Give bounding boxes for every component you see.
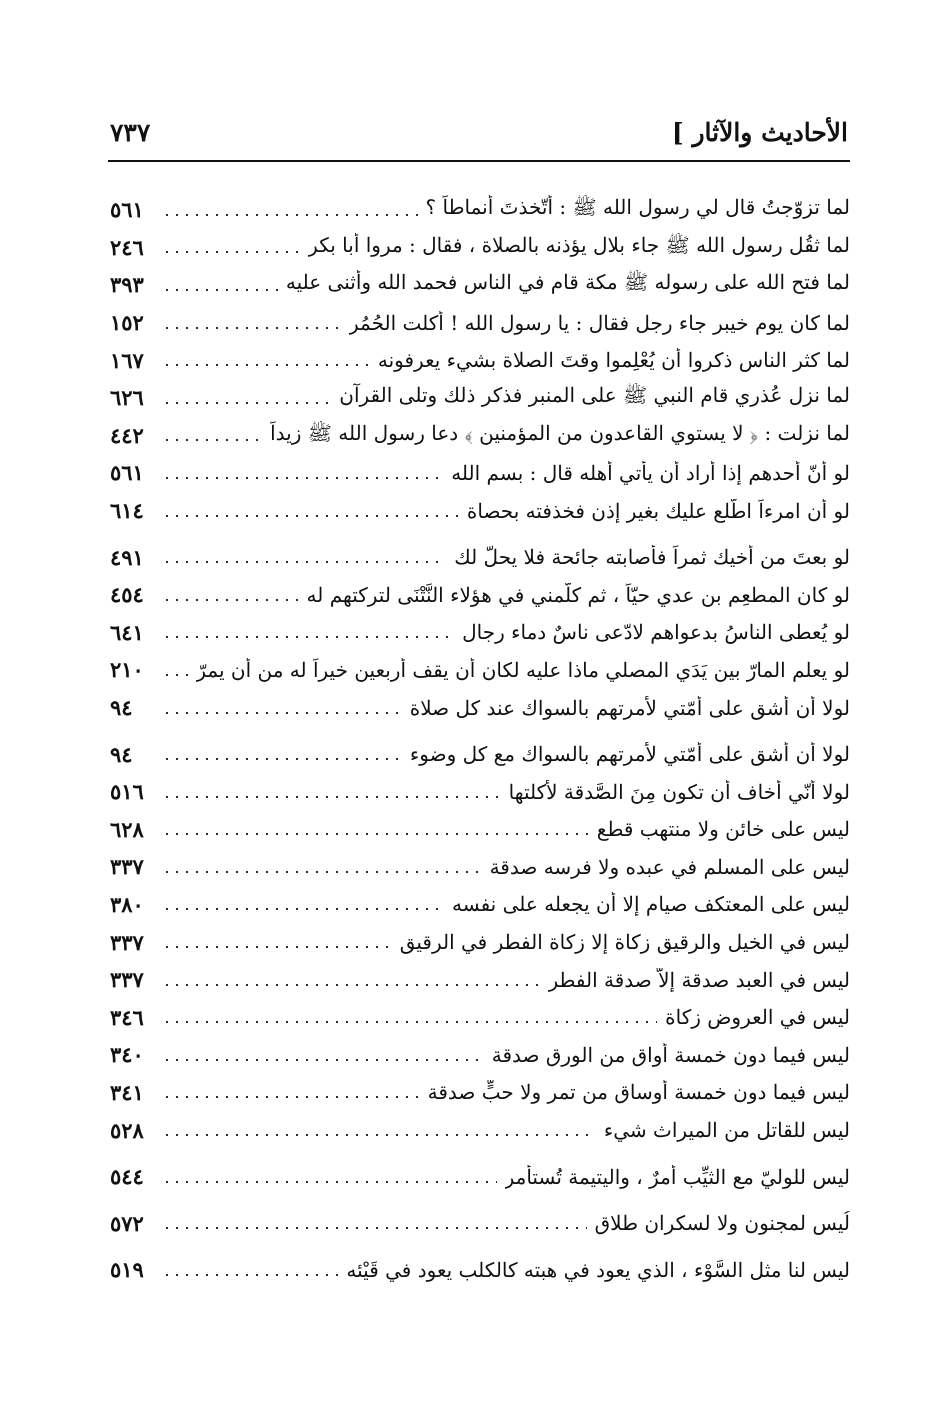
entry-text: لولا أن أشق على أمّتي لأمرتهم بالسواك عند كل صلاة: [409, 695, 850, 720]
index-entry: [110, 379, 850, 417]
index-entry: [110, 1204, 850, 1242]
entry-text: ليس لنا مثل السَّوْء ، الذي يعود في هبته كالكلب يعود في قَيْئه: [346, 1257, 850, 1282]
dot-leader: [162, 758, 402, 760]
dot-leader: [162, 561, 446, 563]
index-entry: [110, 417, 850, 455]
entry-page-number: ١٦٧: [110, 347, 144, 373]
dot-leader: [162, 1096, 420, 1098]
index-entry: [110, 538, 850, 576]
entry-page-number: ٤٩١: [110, 544, 144, 570]
dot-leader: [162, 1227, 587, 1229]
entry-page-number: ٣٨٠: [110, 891, 144, 917]
header-divider: [108, 160, 850, 162]
entry-text: لو أنّ أحدهم إذا أراد أن يأتي أهله قال : بسم الله: [451, 460, 850, 485]
entry-text: لو كان المطعِم بن عدي حيّاً ، ثم كلّمني في هؤلاء النَّتْنَى لتركتهم له: [306, 582, 850, 607]
index-entry: [110, 266, 850, 304]
entry-text: ليس في العروض زكاة: [665, 1005, 850, 1030]
entry-page-number: ٢١٠: [110, 657, 144, 683]
entry-page-number: ٥١٩: [110, 1257, 144, 1283]
dot-leader: [162, 946, 392, 948]
index-entry: [110, 1074, 850, 1112]
entry-text: لو أن امرءاً اطّلع عليك بغير إذن فخذفته بحصاة: [466, 498, 850, 523]
entry-page-number: ٥٤٤: [110, 1164, 144, 1190]
entry-text: لما تزوّجتُ قال لي رسول الله ﷺ : أتّخذتَ أنماطاً ؟: [425, 195, 850, 220]
dot-leader: [162, 908, 444, 910]
entry-text: ليس فيما دون خمسة أوساق من تمرٍ ولا حبٍّ صدقة: [427, 1080, 850, 1105]
dot-leader: [162, 712, 402, 714]
index-entry: [110, 811, 850, 849]
entry-page-number: ٦١٤: [110, 498, 144, 524]
dot-leader: [162, 599, 299, 601]
dot-leader: [162, 796, 501, 798]
entry-text: لما كثر الناس ذكروا أن يُعْلِموا وقتَ الصلاة بشيء يعرفونه: [377, 348, 850, 373]
index-entry: [110, 614, 850, 652]
entry-page-number: ٤٤٢: [110, 422, 144, 448]
index-entry: [110, 191, 850, 229]
entry-page-number: ٥٢٨: [110, 1117, 144, 1143]
entry-page-number: ٢٤٦: [110, 234, 144, 260]
index-entry: [110, 1251, 850, 1289]
entry-text: لما ثقُل رسول الله ﷺ جاء بلال يؤذنه بالصلاة ، فقال : مروا أبا بكر: [308, 232, 850, 257]
entry-page-number: ٤٥٤: [110, 582, 144, 608]
dot-leader: [162, 515, 459, 517]
index-entry: [110, 304, 850, 342]
dot-leader: [162, 984, 540, 986]
entry-text: ليس في الخيل والرقيق زكاة إلا زكاة الفطر في الرقيق: [399, 930, 850, 955]
entry-text: ليس فيما دون خمسة أواق من الورِق صدقة: [491, 1042, 850, 1067]
entry-text: لولا أن أشق على أمّتي لأمرتهم بالسواك مع كل وضوء: [409, 742, 850, 767]
entry-text: لُيس لمجنون ولا لسكران طلاق: [594, 1211, 850, 1236]
entry-text: ليس للقاتل من الميراث شيء: [603, 1118, 850, 1143]
dot-leader: [162, 327, 341, 329]
index-entry: [110, 735, 850, 773]
dot-leader: [162, 833, 589, 835]
entry-page-number: ٣٣٧: [110, 967, 144, 993]
dot-leader: [162, 251, 300, 253]
dot-leader: [162, 636, 454, 638]
dot-leader: [162, 214, 418, 216]
index-entry: [110, 998, 850, 1036]
entry-text: ليس في العبد صدقة إلاّ صدقة الفطر: [548, 967, 850, 992]
entry-page-number: ٩٤: [110, 695, 133, 721]
dot-leader: [162, 364, 370, 366]
entry-text: لو يُعطى الناسُ بدعواهم لادّعى ناسٌ دماء رجال: [462, 620, 850, 645]
entry-page-number: ٥٦١: [110, 460, 144, 486]
entry-text: لولا أنّي أخاف أن تكون مِنَ الصَّدقة لأكلتها: [508, 779, 850, 804]
index-entry: [110, 454, 850, 492]
index-entry: [110, 1158, 850, 1196]
dot-leader: [162, 439, 262, 441]
dot-leader: [162, 871, 482, 873]
entry-page-number: ٥٧٢: [110, 1210, 144, 1236]
page-number: ٧٣٧: [110, 118, 151, 147]
dot-leader: [162, 1274, 338, 1276]
entry-page-number: ٥٦١: [110, 197, 144, 223]
index-entry: [110, 1036, 850, 1074]
entry-text: لما نزل عُذري قام النبي ﷺ على المنبر فذكر ذلك وتلى القرآن: [339, 383, 850, 408]
entry-page-number: ٦٤١: [110, 619, 144, 645]
index-entry: [110, 886, 850, 924]
dot-leader: [162, 1134, 596, 1136]
page-header: [110, 118, 848, 158]
entry-text: لما فتح الله على رسوله ﷺ مكة قام في الناس فحمد الله وأثنى عليه: [285, 270, 850, 295]
index-entry: [110, 341, 850, 379]
index-entry: [110, 961, 850, 999]
entry-page-number: ٣٣٧: [110, 929, 144, 955]
entry-page-number: ٣٣٧: [110, 854, 144, 880]
entry-text: لما كان يوم خيبر جاء رجل فقال : يا رسول الله ! أكلت الحُمُر: [349, 310, 850, 335]
entry-page-number: ٦٢٦: [110, 385, 144, 411]
dot-leader: [162, 1021, 657, 1023]
entry-text: لما نزلت : ﴿ لا يستوي القاعدون من المؤمنين ﴾ دعا رسول الله ﷺ زيداً: [270, 420, 850, 445]
index-entry: [110, 1111, 850, 1149]
entry-page-number: ٣٤١: [110, 1079, 144, 1105]
index-entry: [110, 923, 850, 961]
entry-text: لو يعلم المارّ بين يَدَي المصلي ماذا عليه لكان أن يقف أربعين خيراً له من أن يمرّ: [196, 657, 850, 682]
entry-page-number: ٣٩٣: [110, 272, 144, 298]
entry-text: ليس للوليّ مع الثيِّب أمرٌ ، واليتيمة تُستأمر: [504, 1164, 850, 1189]
dot-leader: [162, 289, 278, 291]
entry-text: ليس على خائن ولا منتهب قطع: [596, 817, 850, 842]
dot-leader: [162, 674, 188, 676]
entry-page-number: ١٥٢: [110, 310, 144, 336]
index-entry: [110, 576, 850, 614]
entry-page-number: ٥١٦: [110, 779, 144, 805]
dot-leader: [162, 477, 443, 479]
index-entry: [110, 689, 850, 727]
entry-page-number: ٦٢٨: [110, 816, 144, 842]
entry-page-number: ٣٤٦: [110, 1004, 144, 1030]
hadith-index-list: [110, 191, 850, 1289]
index-entry: [110, 773, 850, 811]
entry-text: ليس على المعتكف صيام إلا أن يجعله على نفسه: [452, 892, 850, 917]
index-entry: [110, 492, 850, 530]
entry-page-number: ٣٤٠: [110, 1042, 144, 1068]
entry-text: ليس على المسلم في عبده ولا فرسه صدقة: [489, 854, 850, 879]
index-entry: [110, 229, 850, 267]
index-entry: [110, 651, 850, 689]
index-entry: [110, 848, 850, 886]
dot-leader: [162, 1181, 497, 1183]
dot-leader: [162, 1059, 484, 1061]
section-title: الأحاديث والآثار ]: [671, 118, 848, 147]
dot-leader: [162, 402, 331, 404]
entry-text: لو بعتَ من أخيك ثمراً فأصابته جائحة فلا يحلُّ لك: [454, 545, 850, 570]
entry-page-number: ٩٤: [110, 741, 133, 767]
